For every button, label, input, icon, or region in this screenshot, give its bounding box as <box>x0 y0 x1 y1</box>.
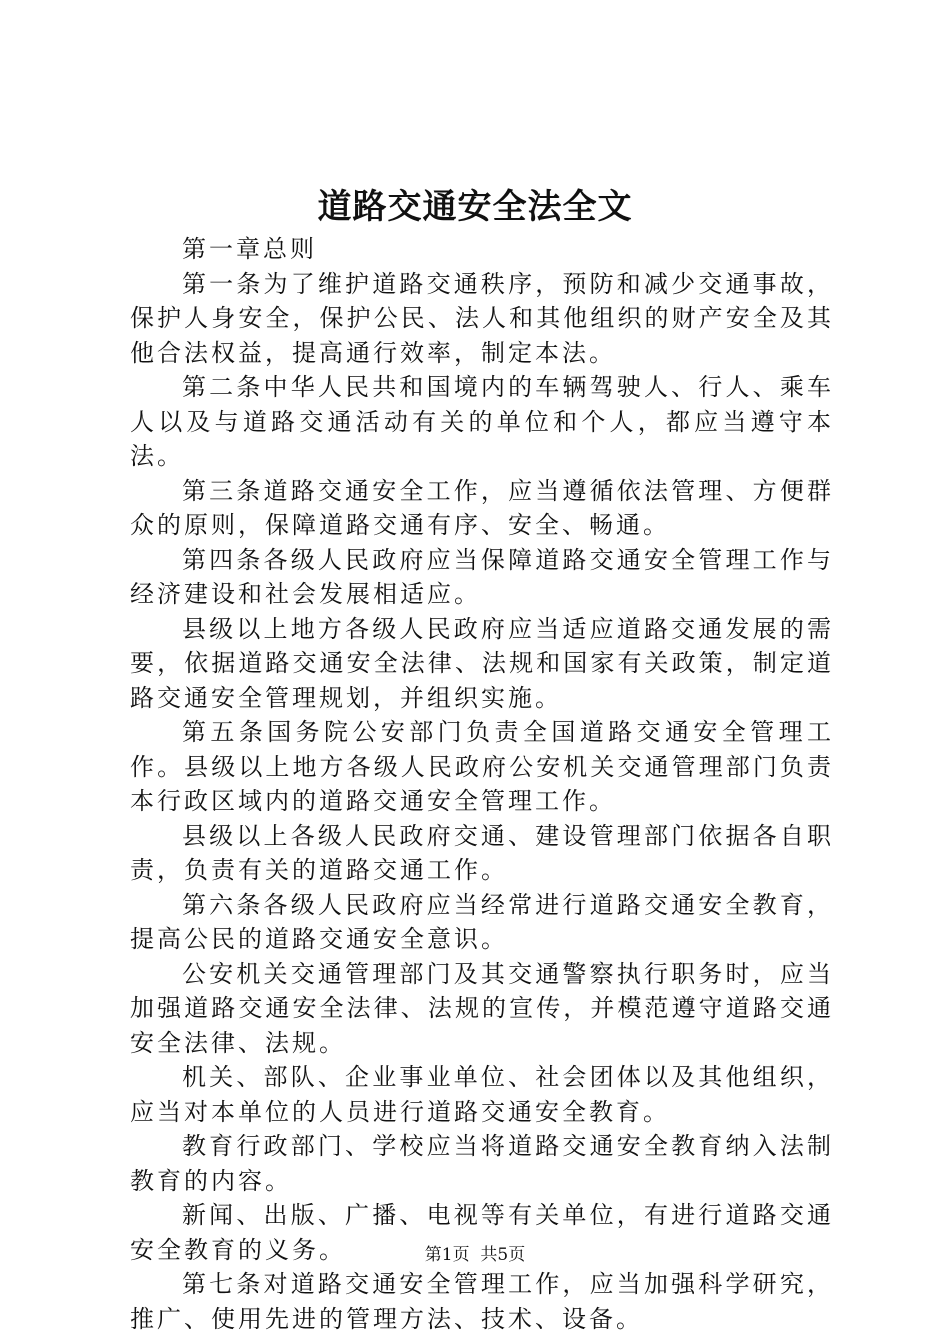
article-paragraph: 第五条国务院公安部门负责全国道路交通安全管理工作。县级以上地方各级人民政府公安机关交通管理部门负责本行政区域内的道路交通安全管理工作。 <box>130 718 834 815</box>
article-paragraph: 第四条各级人民政府应当保障道路交通安全管理工作与经济建设和社会发展相适应。 <box>130 545 834 608</box>
article-paragraph: 第七条对道路交通安全管理工作，应当加强科学研究，推广、使用先进的管理方法、技术、设备。 <box>130 1270 834 1333</box>
document-title: 道路交通安全法全文 <box>317 187 633 227</box>
document-body <box>130 232 834 1336</box>
article-paragraph: 新闻、出版、广播、电视等有关单位，有进行道路交通安全教育的义务。 <box>130 1201 834 1264</box>
article-paragraph: 教育行政部门、学校应当将道路交通安全教育纳入法制教育的内容。 <box>130 1132 834 1195</box>
article-paragraph: 县级以上地方各级人民政府应当适应道路交通发展的需要，依据道路交通安全法律、法规和国家有关政策，制定道路交通安全管理规划，并组织实施。 <box>130 614 834 712</box>
article-paragraph: 县级以上各级人民政府交通、建设管理部门依据各自职责，负责有关的道路交通工作。 <box>130 821 834 884</box>
article-paragraph: 机关、部队、企业事业单位、社会团体以及其他组织，应当对本单位的人员进行道路交通安全教育。 <box>130 1063 834 1126</box>
chapter-heading: 第一章总则 <box>182 235 317 263</box>
page-footer <box>0 1243 950 1267</box>
article-paragraph: 公安机关交通管理部门及其交通警察执行职务时，应当加强道路交通安全法律、法规的宣传，并模范遵守道路交通安全法律、法规。 <box>130 959 834 1057</box>
article-paragraph: 第三条道路交通安全工作，应当遵循依法管理、方便群众的原则，保障道路交通有序、安全、畅通。 <box>130 476 834 539</box>
page-total: 共5页 <box>480 1245 526 1265</box>
article-paragraph: 第六条各级人民政府应当经常进行道路交通安全教育，提高公民的道路交通安全意识。 <box>130 890 834 953</box>
article-paragraph: 第二条中华人民共和国境内的车辆驾驶人、行人、乘车人以及与道路交通活动有关的单位和个人，都应当遵守本法。 <box>130 373 834 470</box>
page-number: 第1页 <box>424 1245 470 1265</box>
article-paragraph: 第一条为了维护道路交通秩序，预防和减少交通事故，保护人身安全，保护公民、法人和其他组织的财产安全及其他合法权益，提高通行效率，制定本法。 <box>130 269 834 367</box>
